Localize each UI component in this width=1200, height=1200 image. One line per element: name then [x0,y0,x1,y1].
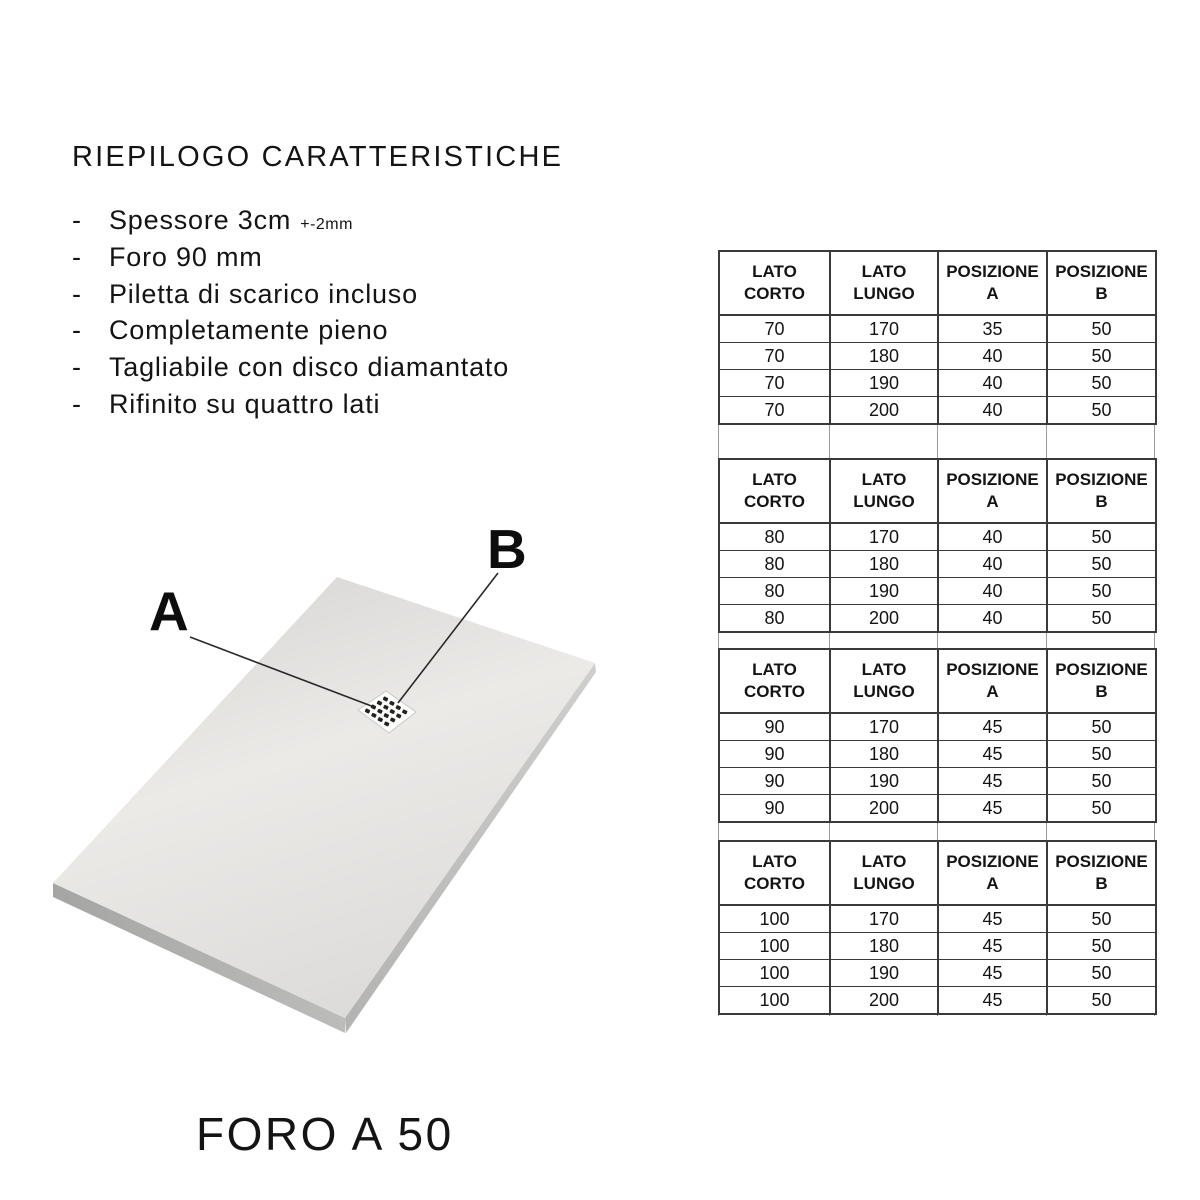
table-cell: 50 [1047,578,1156,605]
table-cell: 170 [830,905,938,933]
table-cell: 50 [1047,905,1156,933]
bullet-dash: - [72,388,82,419]
table-row [719,741,1156,768]
table-row [719,523,1156,551]
spec-table-80 [718,458,1157,633]
table-row [719,933,1156,960]
feature-item [72,315,509,352]
table-row [719,795,1156,823]
table-cell: 45 [938,933,1047,960]
table-cell: 50 [1047,551,1156,578]
table-row [719,905,1156,933]
table-cell: 180 [830,933,938,960]
table-cell: 50 [1047,605,1156,633]
table-cell: 200 [830,987,938,1015]
table-cell: 50 [1047,523,1156,551]
foro-caption: FORO A 50 [196,1108,454,1160]
table-cell: 70 [719,370,830,397]
bullet-dash: - [72,315,82,346]
table-cell: 100 [719,933,830,960]
col-header-lato-lungo: LATO LUNGO [830,459,938,523]
table-cell: 40 [938,551,1047,578]
drain-label-b: B [487,518,527,580]
table-row [719,605,1156,633]
table-cell: 200 [830,605,938,633]
table-cell: 100 [719,960,830,987]
table-cell: 45 [938,741,1047,768]
col-header-lato-corto: LATO CORTO [719,841,830,905]
table-cell: 45 [938,987,1047,1015]
bullet-dash: - [72,278,82,309]
col-header-lato-lungo: LATO LUNGO [830,841,938,905]
table-cell: 180 [830,551,938,578]
table-cell: 190 [830,370,938,397]
table-cell: 190 [830,960,938,987]
table-cell: 40 [938,343,1047,370]
table-cell: 50 [1047,370,1156,397]
table-header [719,841,1156,905]
feature-item [72,389,509,426]
table-cell: 90 [719,768,830,795]
table-cell: 50 [1047,397,1156,425]
table-row [719,343,1156,370]
tray-illustration [0,540,620,1060]
table-header [719,459,1156,523]
table-cell: 170 [830,523,938,551]
col-header-posizione-a: POSIZIONE A [938,649,1047,713]
feature-item [72,205,509,242]
table-cell: 70 [719,343,830,370]
table-cell: 70 [719,315,830,343]
table-cell: 45 [938,905,1047,933]
table-row [719,960,1156,987]
table-header [719,649,1156,713]
table-cell: 35 [938,315,1047,343]
table-cell: 90 [719,741,830,768]
table-cell: 50 [1047,960,1156,987]
table-cell: 100 [719,987,830,1015]
col-header-posizione-a: POSIZIONE A [938,459,1047,523]
table-cell: 200 [830,795,938,823]
table-cell: 100 [719,905,830,933]
table-cell: 50 [1047,713,1156,741]
table-cell: 45 [938,960,1047,987]
table-cell: 50 [1047,741,1156,768]
table-cell: 40 [938,523,1047,551]
table-cell: 45 [938,713,1047,741]
col-header-posizione-b: POSIZIONE B [1047,841,1156,905]
table-cell: 40 [938,370,1047,397]
feature-text: Piletta di scarico incluso [109,278,418,309]
table-cell: 90 [719,713,830,741]
table-cell: 50 [1047,795,1156,823]
table-cell: 50 [1047,768,1156,795]
table-cell: 180 [830,343,938,370]
table-row [719,370,1156,397]
col-header-lato-corto: LATO CORTO [719,251,830,315]
table-cell: 80 [719,578,830,605]
table-cell: 70 [719,397,830,425]
feature-list [72,205,509,426]
table-cell: 190 [830,578,938,605]
col-header-posizione-a: POSIZIONE A [938,251,1047,315]
table-cell: 80 [719,605,830,633]
col-header-lato-corto: LATO CORTO [719,649,830,713]
tray-top-face [53,577,595,1018]
col-header-lato-lungo: LATO LUNGO [830,649,938,713]
table-cell: 45 [938,768,1047,795]
spec-table-70 [718,250,1157,425]
table-row [719,713,1156,741]
table-header [719,251,1156,315]
table-cell: 50 [1047,343,1156,370]
table-cell: 180 [830,741,938,768]
table-cell: 50 [1047,315,1156,343]
table-row [719,315,1156,343]
table-cell: 80 [719,523,830,551]
feature-item [72,279,509,316]
feature-text: Rifinito su quattro lati [109,388,381,419]
page-title: RIEPILOGO CARATTERISTICHE [72,141,564,173]
col-header-lato-lungo: LATO LUNGO [830,251,938,315]
feature-text: Completamente pieno [109,315,389,346]
table-cell: 190 [830,768,938,795]
table-cell: 90 [719,795,830,823]
table-cell: 45 [938,795,1047,823]
spec-table-90 [718,648,1157,823]
bullet-dash: - [72,241,82,272]
feature-item [72,352,509,389]
table-row [719,987,1156,1015]
spec-table-100 [718,840,1157,1015]
feature-item [72,242,509,279]
table-cell: 170 [830,315,938,343]
table-cell: 80 [719,551,830,578]
col-header-lato-corto: LATO CORTO [719,459,830,523]
table-row [719,768,1156,795]
col-header-posizione-b: POSIZIONE B [1047,649,1156,713]
feature-text: Foro 90 mm [109,241,263,272]
drain-label-a: A [149,580,189,642]
bullet-dash: - [72,205,82,235]
bullet-dash: - [72,352,82,383]
feature-text: Spessore 3cm [109,205,292,235]
col-header-posizione-b: POSIZIONE B [1047,459,1156,523]
table-cell: 50 [1047,987,1156,1015]
table-row [719,397,1156,425]
col-header-posizione-b: POSIZIONE B [1047,251,1156,315]
col-header-posizione-a: POSIZIONE A [938,841,1047,905]
feature-text: Tagliabile con disco diamantato [109,352,510,383]
table-cell: 200 [830,397,938,425]
table-cell: 50 [1047,933,1156,960]
table-cell: 40 [938,578,1047,605]
table-cell: 40 [938,605,1047,633]
feature-note: +-2mm [300,216,353,233]
table-row [719,578,1156,605]
table-row [719,551,1156,578]
tables-area [718,250,1155,1016]
table-cell: 170 [830,713,938,741]
table-cell: 40 [938,397,1047,425]
